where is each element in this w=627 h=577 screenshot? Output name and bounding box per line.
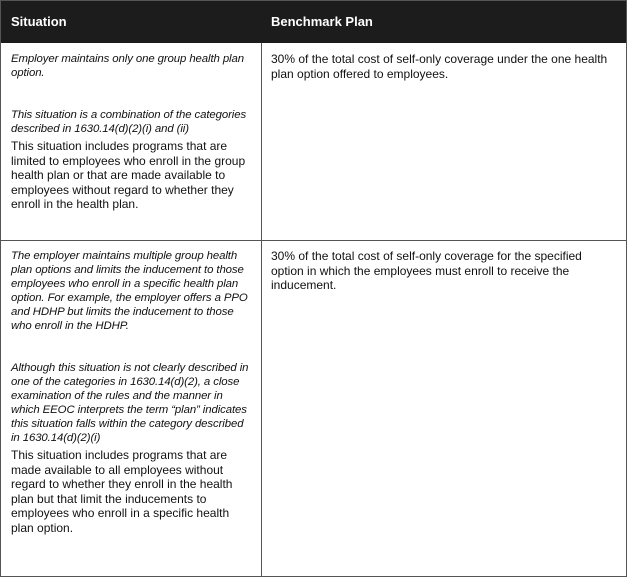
table-row-1-situation xyxy=(11,52,251,212)
table-row-2-benchmark: 30% of the total cost of self-only coverage for the specified option in which the employees must enroll to receive the inducement. xyxy=(271,249,582,292)
situation-includes: This situation includes programs that are limited to employees who enroll in the group health plan or that are made available to employees without regard to whether they enroll in the health plan. xyxy=(11,139,246,211)
situation-note: This situation is a combination of the categories described in 1630.14(d)(2)(i) and (ii) xyxy=(11,109,247,135)
table-header xyxy=(1,1,626,43)
situation-lead: The employer maintains multiple group health plan options and limits the inducement to those employees who enroll in a specific health plan option. For example, the employer offers a PPO and HDHP but limits the inducement to those who enroll in the HDHP. xyxy=(11,250,248,332)
table-row-1-benchmark: 30% of the total cost of self-only coverage under the one health plan option offered to employees. xyxy=(271,52,608,81)
situation-includes: This situation includes programs that are made available to all employees without regard to whether they enroll in the health plan but that limit the inducements to employees who enroll in a specific health plan option. xyxy=(11,448,233,535)
situation-note: Although this situation is not clearly described in one of the categories in 1630.14(d)(2), a close examination of the rules and the manner in which EEOC interprets the term “plan” indicates this situation falls within the category described in 1630.14(d)(2)(i) xyxy=(11,362,249,444)
column-divider xyxy=(261,43,262,576)
header-situation: Situation xyxy=(11,14,67,29)
header-benchmark-plan: Benchmark Plan xyxy=(271,14,373,29)
row-divider xyxy=(1,240,626,241)
situation-lead: Employer maintains only one group health plan option. xyxy=(11,53,244,79)
table-row-2-situation xyxy=(11,249,251,535)
